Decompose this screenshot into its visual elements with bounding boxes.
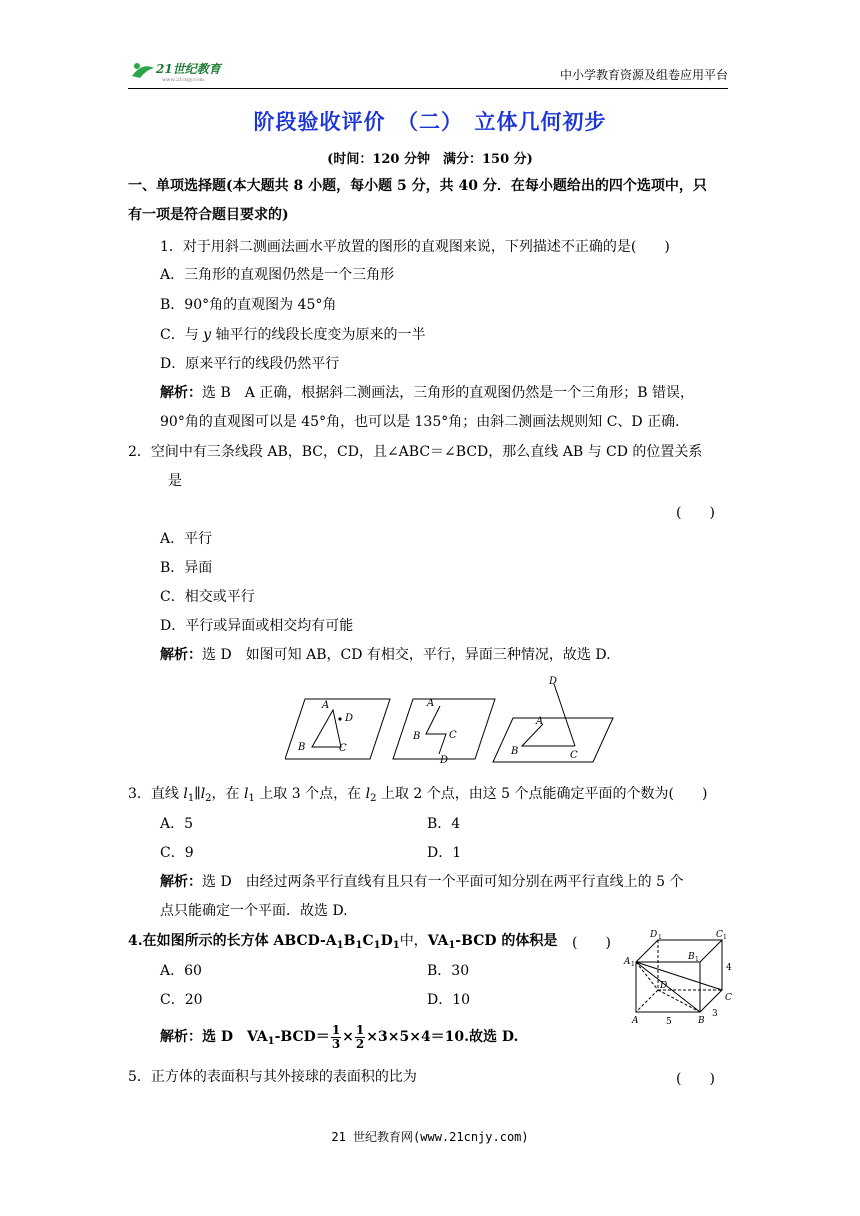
q1-solution-line2: 90°角的直观图可以是 45°角，也可以是 135°角；由斜二测画法规则知 C、D 正确． [160,414,690,430]
q2-option-d: D．平行或异面或相交均有可能 [160,618,354,634]
svg-text:A: A [632,1016,639,1026]
q2-option-a: A．平行 [160,531,213,547]
q3-solution-line2: 点只能确定一个平面．故选 D. [160,903,348,919]
q3-option-b: B．4 [427,816,461,832]
page-footer: 21 世纪教育网(www.21cnjy.com) [331,1130,529,1144]
q1-option-b: B．90°角的直观图为 45°角 [160,297,337,313]
svg-text:C: C [570,750,578,761]
q3-solution-line1: 解析：选 D 由经过两条平行直线有且只有一个平面可知分别在两平行直线上的 5 个 [160,874,684,890]
path-abcd-parallel [426,706,446,754]
svg-text:A: A [322,700,330,711]
path-abc [522,724,575,746]
svg-text:A: A [536,716,544,727]
page-header [128,58,728,89]
q1-stem: 1．对于用斜二测画法画水平放置的图形的直观图来说，下列描述不正确的是( ) [160,239,670,255]
q2-solution: 解析：选 D 如图可知 AB，CD 有相交，平行，异面三种情况，故选 D. [160,647,611,663]
svg-text:B: B [298,742,306,753]
q4-cuboid-figure [622,926,740,1030]
svg-text:B: B [688,952,695,962]
logo-text: 21世纪教育 [156,62,221,76]
q4-answer-paren: ( ) [572,935,611,951]
q5-stem: 5．正方体的表面积与其外接球的表面积的比为 [128,1069,417,1085]
q4-option-d: D．10 [427,992,471,1008]
svg-text:D: D [650,930,658,940]
q2-option-c: C．相交或平行 [160,589,255,605]
svg-text:C: C [716,930,723,940]
svg-text:C: C [339,743,347,754]
q3-option-a: A．5 [160,816,194,832]
q2-stem-line2: 是 [168,473,182,489]
q2-figure [285,674,615,766]
svg-text:D: D [440,755,449,766]
q3-option-d: D．1 [427,845,462,861]
q4-option-a: A．60 [160,963,202,979]
q2-option-b: B．异面 [160,560,213,576]
page-subtitle: (时间：120 分钟 满分：150 分) [327,152,533,167]
q1-solution-line1: 解析：选 B A 正确，根据斜二测画法，三角形的直观图仍然是一个三角形；B 错误， [160,385,695,401]
q2-stem-line1: 2．空间中有三条线段 AB，BC，CD，且∠ABC＝∠BCD，那么直线 AB 与 CD 的位置关系 [128,444,703,460]
page-title: 阶段验收评价 （二） 立体几何初步 [253,110,607,134]
svg-text:1: 1 [723,934,727,941]
svg-text:4: 4 [726,963,732,973]
q3-stem: 3．直线 $l_1\parallel l_2$，在 $l_1$ 上取 3 个点，在 $l_2$ 上取 2 个点，由这 5 个点能确定平面的个数为( ) [128,786,708,804]
svg-text:D: D [660,981,668,991]
fraction-one-third: $\frac{1}{3}$ [331,1022,341,1051]
svg-text:3: 3 [712,1009,718,1019]
fraction-one-half: $\frac{1}{2}$ [355,1022,365,1051]
section1-line2: 有一项是符合题目要求的) [128,207,289,223]
segment-a1c [636,962,722,990]
q4-stem: 4.在如图所示的长方体 ABCD-$A_1B_1C_1D_1$中，$VA_1$-BCD 的体积是 [128,933,558,951]
q3-option-c: C．9 [160,845,194,861]
svg-text:B: B [698,1016,705,1026]
svg-text:1: 1 [658,934,662,941]
top-face [636,940,722,962]
q1-option-a: A．三角形的直观图仍然是一个三角形 [160,267,395,283]
logo-url: www.21cnjy.com [162,77,205,83]
svg-text:1: 1 [695,956,699,963]
logo [128,58,228,84]
svg-text:C: C [449,730,457,741]
svg-text:B: B [511,746,519,757]
q4-option-b: B．30 [427,963,470,979]
q2-answer-paren: ( ) [676,505,715,521]
section1-line1: 一、单项选择题(本大题共 8 小题，每小题 5 分，共 40 分．在每小题给出的四个选项中，只 [128,178,707,194]
svg-text:5: 5 [666,1017,672,1027]
point-d [338,717,341,720]
line-cd-skew [554,684,575,746]
svg-text:D: D [345,713,354,724]
segment-a1b [636,962,700,1012]
q5-answer-paren: ( ) [676,1071,715,1087]
q4-option-c: C．20 [160,992,203,1008]
platform-name: 中小学教育资源及组卷应用平台 [559,68,728,82]
svg-text:1: 1 [631,961,635,968]
svg-text:B: B [413,731,421,742]
q1-option-d: D．原来平行的线段仍然平行 [160,356,340,372]
svg-text:D: D [549,676,558,687]
triangle-abc [312,710,341,747]
svg-text:C: C [725,993,732,1003]
plane-2 [393,699,495,759]
q4-solution: 解析：选 D $VA_1-BCD=$ $\frac{1}{3}$ × $\frac{1}{2}$ ×3×5×4＝10.故选 D. [160,1022,519,1051]
q1-option-c: C．与 y 轴平行的线段长度变为原来的一半 [160,327,426,343]
svg-text:A: A [624,957,631,967]
svg-text:A: A [427,698,435,709]
